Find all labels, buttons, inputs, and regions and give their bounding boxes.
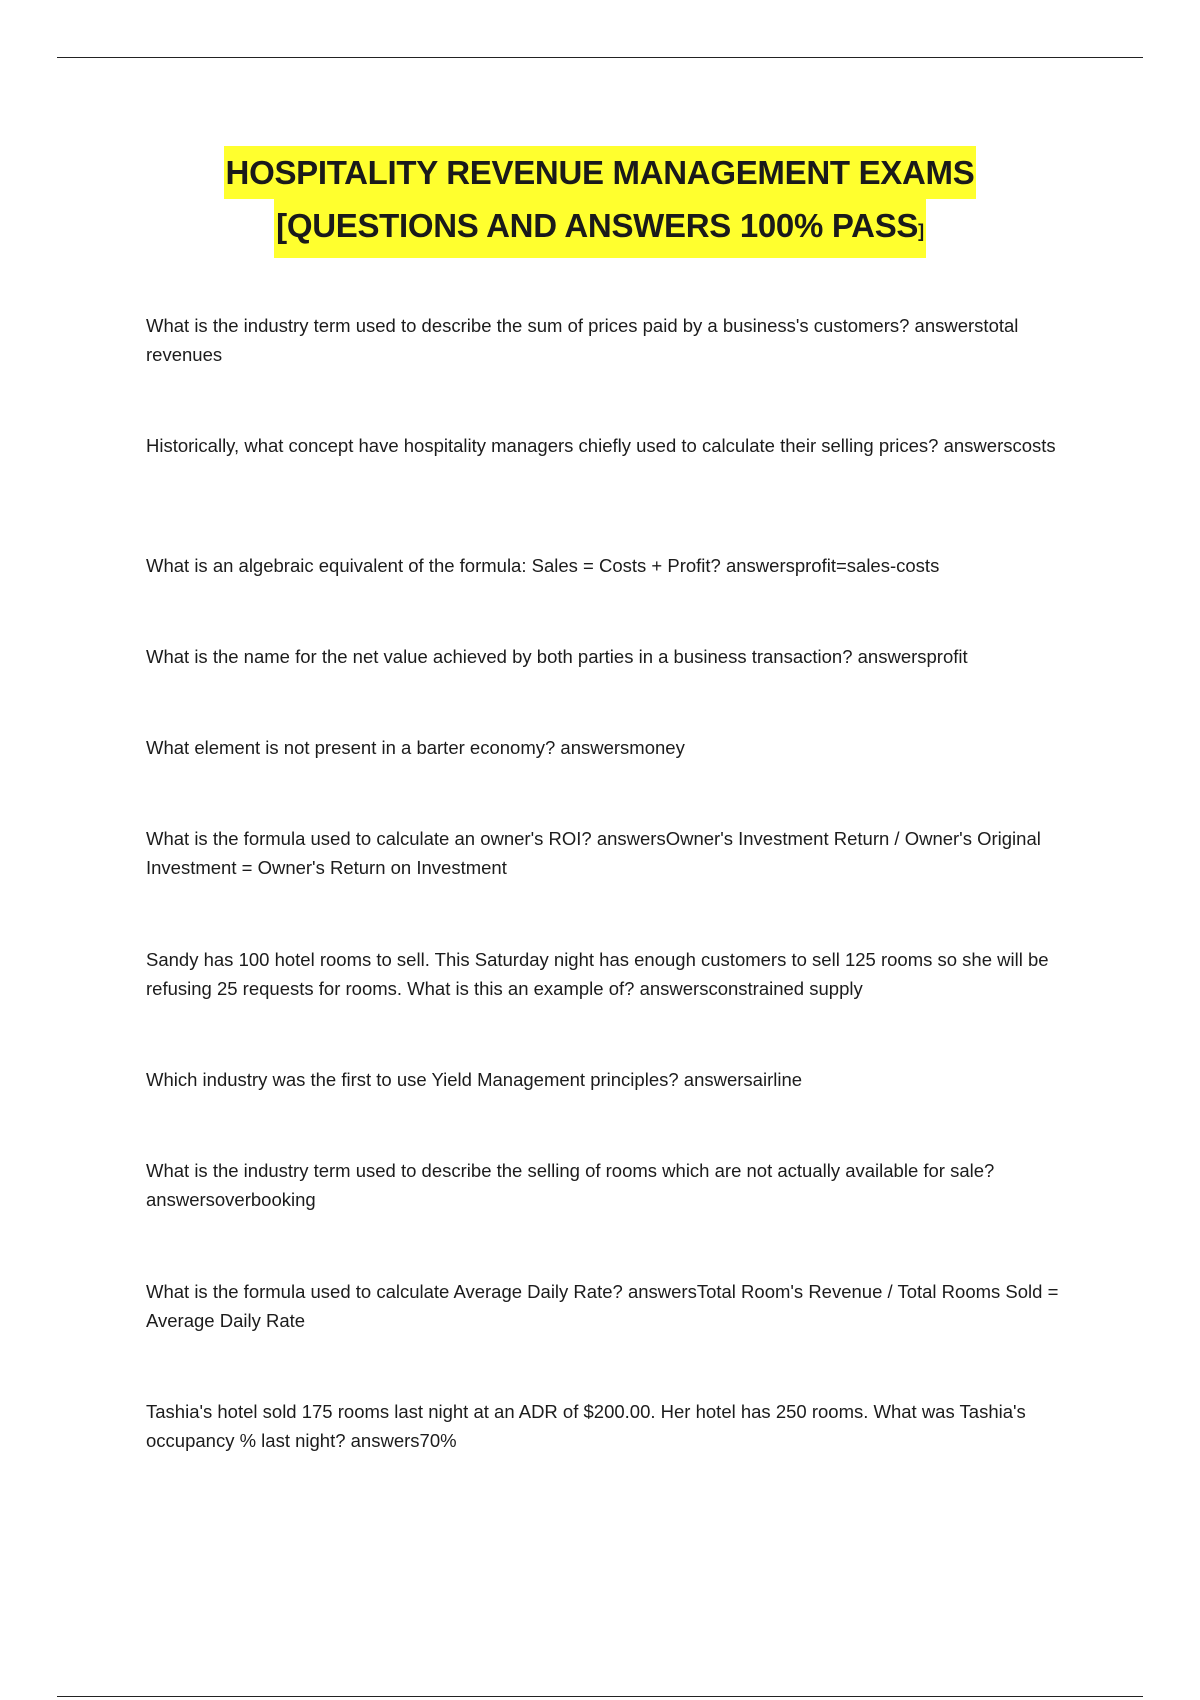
qa-item: Sandy has 100 hotel rooms to sell. This Saturday night has enough customers to sell 125 rooms so she will be refusing 25 requests for rooms. What is this an example of? answersconstrained supply <box>146 949 1049 999</box>
title-closing-bracket: ] <box>918 221 924 241</box>
qa-item: What is the name for the net value achieved by both parties in a business transaction? answersprofit <box>146 646 968 667</box>
qa-item: Historically, what concept have hospitality managers chiefly used to calculate their selling prices? answerscosts <box>146 435 1056 456</box>
title-line-2-text: [QUESTIONS AND ANSWERS 100% PASS <box>276 207 919 244</box>
qa-item: What is the industry term used to describe the sum of prices paid by a business's customers? answerstotal revenues <box>146 315 1019 365</box>
title-line-2 <box>274 199 926 258</box>
qa-item: What element is not present in a barter economy? answersmoney <box>146 737 685 758</box>
qa-item: Which industry was the first to use Yield Management principles? answersairline <box>146 1069 803 1090</box>
qa-item: What is an algebraic equivalent of the formula: Sales = Costs + Profit? answersprofit=sales-costs <box>146 555 940 576</box>
qa-item: What is the formula used to calculate Average Daily Rate? answersTotal Room's Revenue / Total Rooms Sold = Average Daily Rate <box>146 1281 1059 1331</box>
bottom-divider <box>57 1696 1143 1697</box>
top-divider <box>57 57 1143 58</box>
qa-item: Tashia's hotel sold 175 rooms last night at an ADR of $200.00. Her hotel has 250 rooms. What was Tashia's occupancy % last night? answers70% <box>146 1401 1026 1451</box>
document-title <box>0 146 1200 258</box>
title-line-1: HOSPITALITY REVENUE MANAGEMENT EXAMS <box>224 146 977 199</box>
qa-item: What is the formula used to calculate an owner's ROI? answersOwner's Investment Return / Owner's Original Investment = Owner's Return on Investment <box>146 828 1041 878</box>
qa-item: What is the industry term used to describe the selling of rooms which are not actually available for sale? answersoverbooking <box>146 1160 995 1210</box>
